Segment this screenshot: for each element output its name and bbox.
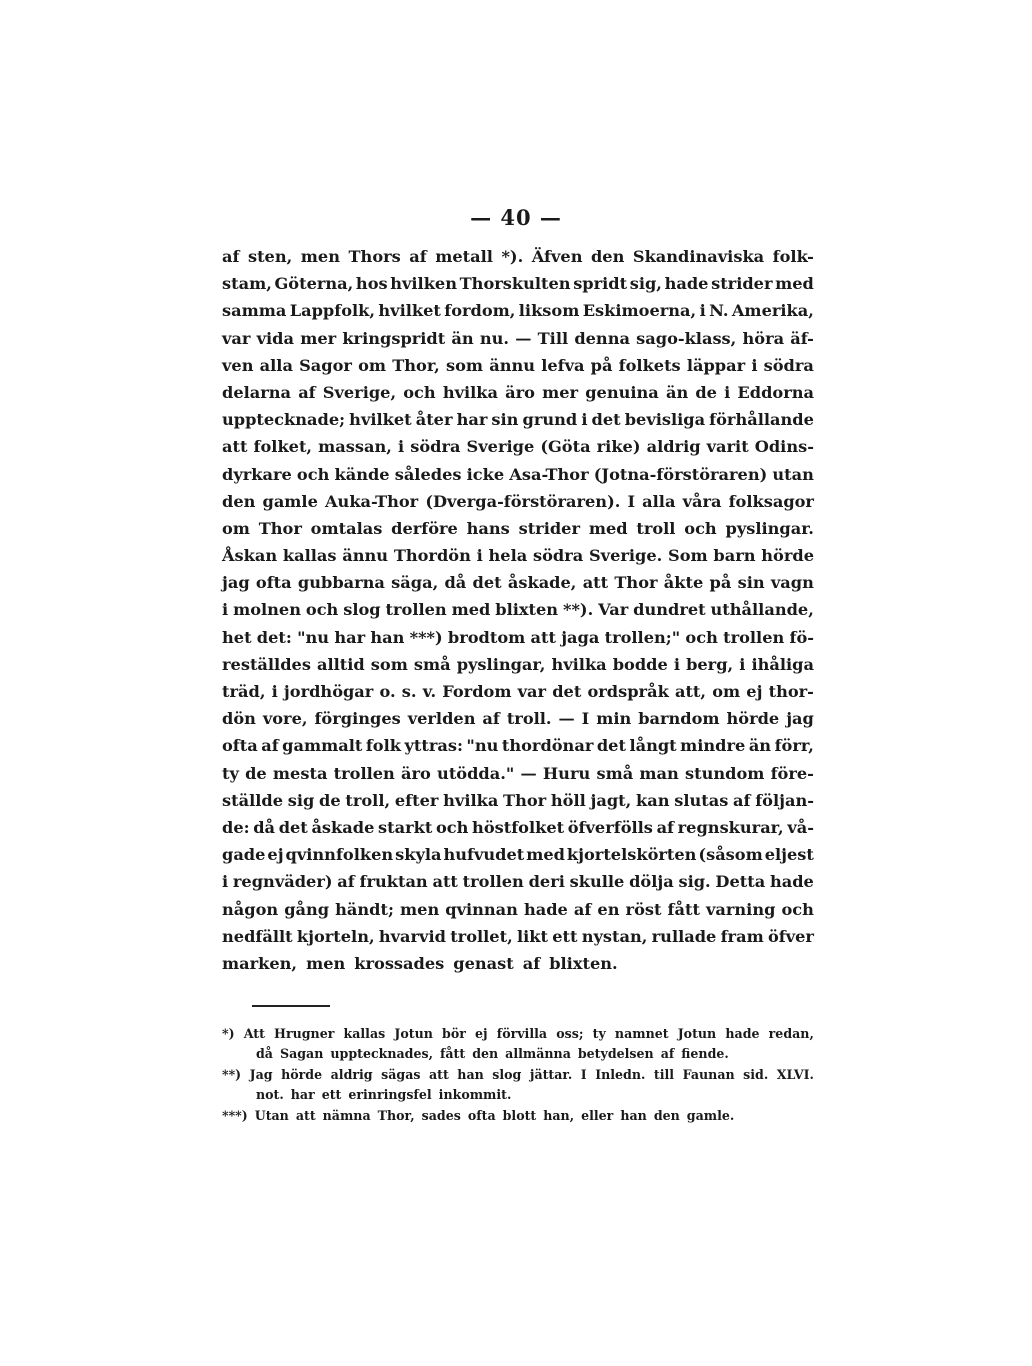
footnote-line: **) Jag hörde aldrig sägas att han slog jättar. I Inledn. till Faunan sid. XLVI. [222,1066,814,1082]
body-text [222,243,814,977]
body-text-line: het det: "nu har han ***) brodtom att jaga trollen;" och trollen fö- [222,627,814,647]
body-text-line: dön vore, förginges verlden af troll. — I min barndom hörde jag [222,709,814,729]
footnote-rule [252,1005,330,1007]
body-text-line: de: då det åskade starkt och höstfolket öfverfölls af regnskurar, vå- [222,817,814,837]
body-text-line: i molnen och slog trollen med blixten **). Var dundret uthållande, [222,600,814,620]
body-text-line: jag ofta gubbarna säga, då det åskade, att Thor åkte på sin vagn [222,573,814,593]
body-text-line: träd, i jordhögar o. s. v. Fordom var det ordspråk att, om ej thor- [222,682,814,701]
footnote-line: not. har ett erinringsfel inkommit. [256,1087,512,1103]
body-text-line: Åskan kallas ännu Thordön i hela södra Sverige. Som barn hörde [222,546,814,566]
body-text-line: ställde sig de troll, efter hvilka Thor höll jagt, kan slutas af följan- [222,790,814,810]
body-text-line: dyrkare och kände således icke Asa-Thor (Jotna-förstöraren) utan [222,464,814,484]
body-text-line: af sten, men Thors af metall *). Äfven den Skandinaviska folk- [222,247,814,266]
body-text-line: att folket, massan, i södra Sverige (Göta rike) aldrig varit Odins- [222,437,814,457]
body-text-line: ofta af gammalt folk yttras: "nu thordönar det långt mindre än förr, [222,736,814,756]
body-text-line: delarna af Sverige, och hvilka äro mer genuina än de i Eddorna [222,382,814,402]
footnote-line: *) Att Hrugner kallas Jotun bör ej förvilla oss; ty namnet Jotun hade redan, [222,1026,814,1041]
body-text-line: var vida mer kringspridt än nu. — Till denna sago-klass, höra äf- [222,328,814,348]
body-text-line: samma Lappfolk, hvilket fordom, liksom Eskimoerna, i N. Amerika, [222,301,814,321]
body-text-line: upptecknade; hvilket åter har sin grund i det bevisliga förhållande [222,410,814,430]
body-text-line: den gamle Auka-Thor (Dverga-förstöraren). I alla våra folksagor [222,491,814,511]
footnote-line: då Sagan upptecknades, fått den allmänna betydelsen af fiende. [256,1046,729,1062]
body-text-line: reställdes alltid som små pyslingar, hvilka bodde i berg, i ihåliga [222,654,814,674]
body-text-line: gade ej qvinnfolken skyla hufvudet med kjortelskörten (såsom eljest [222,845,814,865]
body-text-line: nedfällt kjorteln, hvarvid trollet, likt ett nystan, rullade fram öfver [222,926,814,946]
body-text-line: ty de mesta trollen äro utödda." — Huru små man stundom före- [222,763,814,783]
body-text-line: ven alla Sagor om Thor, som ännu lefva på folkets läppar i södra [222,355,814,375]
footnotes [222,1024,814,1126]
body-text-line: om Thor omtalas derföre hans strider med troll och pyslingar. [222,518,814,538]
body-text-line: i regnväder) af fruktan att trollen deri skulle dölja sig. Detta hade [222,872,814,892]
body-text-line: någon gång händt; men qvinnan hade af en röst fått varning och [222,899,814,919]
footnote-line: ***) Utan att nämna Thor, sades ofta blott han, eller han den gamle. [222,1107,735,1123]
page-number: — 40 — [470,205,562,230]
body-text-line: stam, Göterna, hos hvilken Thorskulten spridt sig, hade strider med [222,274,814,294]
body-text-line: marken, men krossades genast af blixten. [222,953,618,973]
